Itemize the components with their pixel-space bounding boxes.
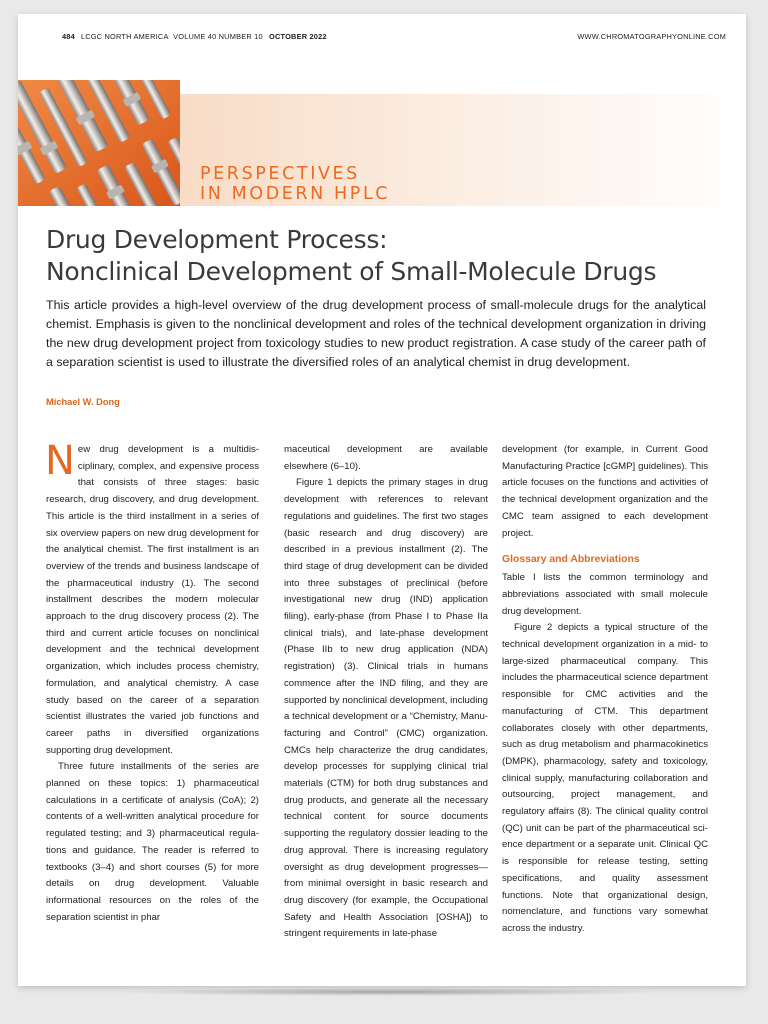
running-header-left [62,32,327,41]
website-url: WWW.CHROMATOGRAPHYONLINE.COM [577,32,726,41]
drop-cap: N [45,438,75,484]
paragraph: Three future installments of the series are planned on these topics: 1) pharmaceutical calculations in a certificate of analysis (CoA); 2) contents of a well-written analytical procedure for regulated testing; and 3) pharmaceutical regulations and guidance. The reader is referred to textbooks (3–4) and short courses (5) for more details on drug development. Valuable informational resources on the roles of the separation scientist in phar [46,761,259,923]
paragraph: Figure 1 depicts the primary stages in drug development with references to relevant regulations and guidelines. The first two stages (basic research and drug discovery) are described in a previous installment (2). The third stage of drug development can be divided into three substages of preclinical (before investigational new drug (IND) application filing), early-phase (from Phase I to Phase IIa clinical trials), and late-phase development (Phase IIb to new drug application (NDA) registration) (3). Clinical trials in humans commence after the IND filing, and they are supported by nonclinical development, including a technical development or a “Chemistry, Manufacturing and Control” (CMC) organization. CMCs help characterize the drug candidates, develop processes for supplying clinical trial materials (CTM) for both drug substances and drug products, and generate all the necessary technical content for source documents supporting the regulatory dossier leading to the drug approval. There is increasing regulatory oversight as drug development progresses—from minimal oversight in basic research and drug discovery (for example, the Occupational Safety and Health Association [OSHA]) to stringent requirements in late-phase [284,477,488,940]
page-number: 484 [62,32,75,41]
hplc-fittings-illustration [18,80,180,206]
body-column-3 [502,442,708,938]
volume-issue: VOLUME 40 NUMBER 10 [173,32,263,41]
paragraph-text: ew drug development is a multidisciplinary, complex, and expensive process that consists of three stages: basic research, drug discovery, and drug development. This article is the third installment in a series of six overview papers on new drug development for the analytical chemist. The first installment is an overview of the trends and business landscape of the pharmaceutical industry (1). The second installment describes the modern molecular approach to the drug discovery process (2). The third and current article focuses on nonclinical development and the technical development organization, which includes process chemistry, formulation, and analytical chemistry. A case study based on the career of a separation scientist illustrates the varied job functions and career paths in diversified organizations supporting drug development. [46,444,259,756]
series-title-line1: PERSPECTIVES [200,164,360,184]
series-title [200,164,560,204]
section-heading: Glossary and Abbreviations [502,554,640,566]
journal-name: LCGC NORTH AMERICA [80,32,169,41]
running-header [62,32,726,44]
page-shadow [120,988,660,996]
paragraph: Table I lists the common terminology and abbreviations associated with small molecule drug development. [502,572,708,617]
article-abstract: This article provides a high-level overview of the drug development process of small-molecule drugs for the analytical chemist. Emphasis is given to the nonclinical development and roles of the technical development organization in driving the new drug development project from toxicology studies to new product registration. A case study of the career path of a separation scientist is used to illustrate the diversified roles of an analytical chemist in drug development. [46,298,706,369]
paragraph [45,438,259,759]
author-byline: Michael W. Dong [46,397,120,407]
article-title-line1: Drug Development Process: [46,225,388,254]
body-column-1 [45,438,259,926]
series-title-line2: IN MODERN HPLC [200,184,391,204]
article-title-line2: Nonclinical Development of Small-Molecule Drugs [46,257,657,286]
body-column-2 [284,442,488,943]
paragraph: Figure 2 depicts a typical structure of the technical development organization in a mid- to large-sized pharmaceutical company. This includes the pharmaceutical science department responsible for CMC activities and the manufacturing of CTM. This department collaborates closely with other departments, such as drug metabolism and pharmacokinetics (DMPK), pharmacology, safety and toxicology, clinical supply, manufacturing collaboration and outsourcing, project management, and regulatory affairs (8). The clinical quality control (QC) unit can be part of the pharmaceutical science department or a separate unit. Clinical QC is responsible for release testing, setting specifications, and quality assessment functions. Note that organizational design, nomenclature, and functions vary somewhat across the industry. [502,622,708,934]
article-title [46,224,706,288]
issue-date: OCTOBER 2022 [269,32,327,41]
paragraph: maceutical development are available elsewhere (6–10). [284,444,488,472]
header-photo [18,80,180,206]
paragraph: development (for example, in Current Good Manufacturing Practice [cGMP] guidelines). This article focuses on the functions and activities of the technical development organization and the CMC team assigned to each development project. [502,444,708,539]
